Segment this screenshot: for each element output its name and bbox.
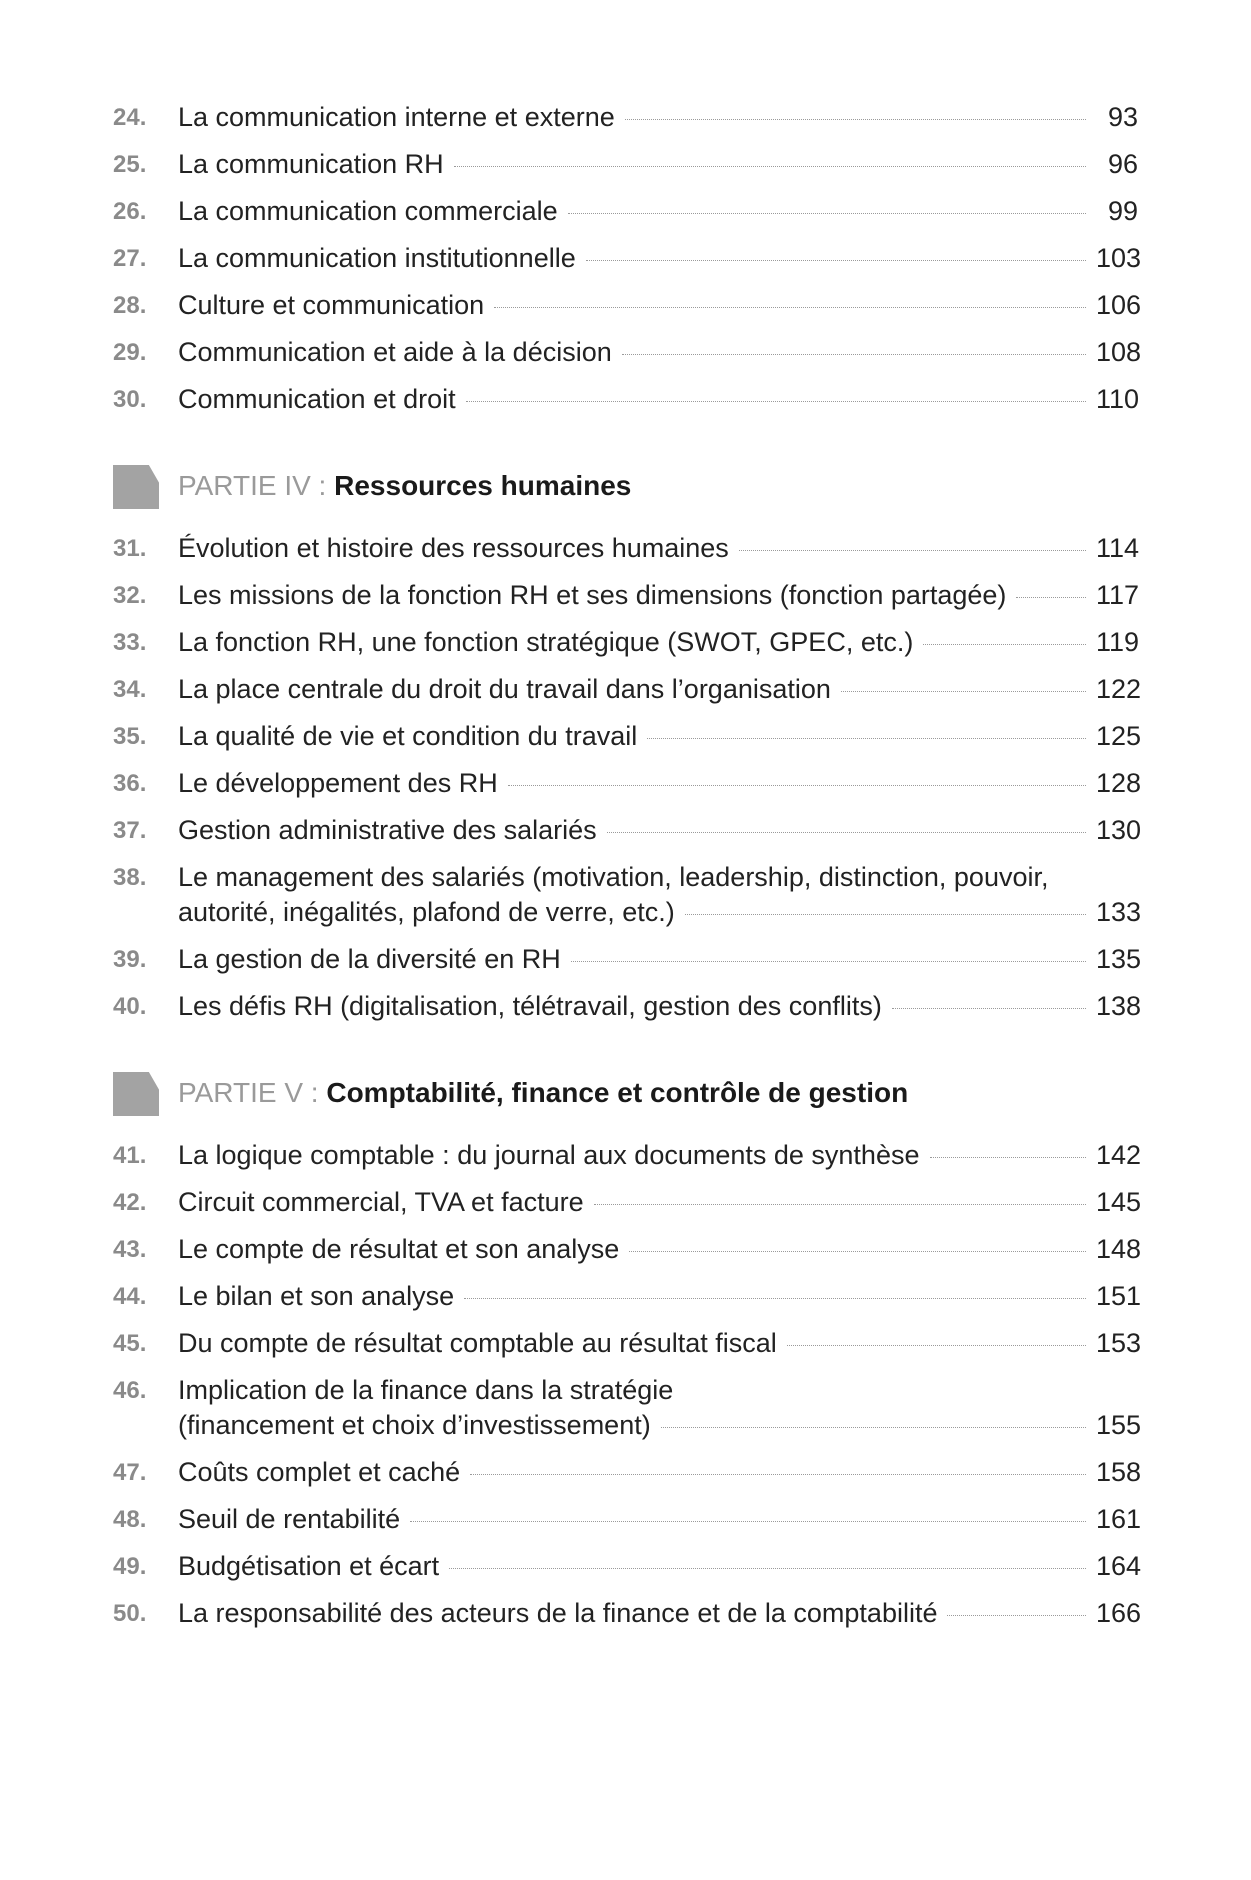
dot-leader xyxy=(647,738,1086,739)
dot-leader xyxy=(571,961,1086,962)
section-marker-icon xyxy=(113,465,159,509)
entry-number: 47. xyxy=(113,1459,147,1486)
dot-leader xyxy=(594,1204,1086,1205)
entry-number: 31. xyxy=(113,535,147,562)
dot-leader xyxy=(923,644,1086,645)
entry-page-number: 142 xyxy=(1096,1140,1142,1170)
entry-title: Du compte de résultat comptable au résultat fiscal xyxy=(178,1328,777,1358)
dot-leader xyxy=(454,166,1086,167)
dot-leader xyxy=(892,1008,1086,1009)
entry-number: 42. xyxy=(113,1189,147,1216)
entry-page-number: 145 xyxy=(1096,1187,1142,1217)
entry-title: Communication et aide à la décision xyxy=(178,337,612,367)
entry-page-number: 138 xyxy=(1096,991,1142,1021)
entry-number: 35. xyxy=(113,723,147,750)
entry-number: 44. xyxy=(113,1283,147,1310)
entry-page-number: 133 xyxy=(1096,897,1142,927)
entry-number: 46. xyxy=(113,1377,147,1404)
entry-number: 49. xyxy=(113,1553,147,1580)
entry-title: La communication commerciale xyxy=(178,196,558,226)
part-prefix: PARTIE IV : xyxy=(178,470,335,501)
entry-title: La communication interne et externe xyxy=(178,102,615,132)
dot-leader xyxy=(449,1568,1086,1569)
entry-title: La fonction RH, une fonction stratégique (SWOT, GPEC, etc.) xyxy=(178,627,914,657)
entry-title: Coûts complet et caché xyxy=(178,1457,461,1487)
dot-leader xyxy=(629,1251,1086,1252)
dot-leader xyxy=(508,785,1086,786)
entry-title: Communication et droit xyxy=(178,384,456,414)
entry-number: 48. xyxy=(113,1506,147,1533)
entry-page-number: 103 xyxy=(1096,243,1142,273)
dot-leader xyxy=(685,914,1086,915)
entry-page-number: 106 xyxy=(1096,290,1142,320)
entry-title-continued: (financement et choix d’investissement) xyxy=(178,1410,651,1440)
entry-number: 25. xyxy=(113,151,147,178)
dot-leader xyxy=(568,213,1086,214)
entry-number: 41. xyxy=(113,1142,147,1169)
dot-leader xyxy=(586,260,1086,261)
section-marker-icon xyxy=(113,1072,159,1116)
part-name: Comptabilité, finance et contrôle de gestion xyxy=(326,1077,909,1108)
entry-number: 38. xyxy=(113,864,147,891)
entry-number: 24. xyxy=(113,104,147,131)
entry-page-number: 125 xyxy=(1096,721,1142,751)
entry-page-number: 153 xyxy=(1096,1328,1142,1358)
entry-title: Les défis RH (digitalisation, télétravail, gestion des conflits) xyxy=(178,991,882,1021)
dot-leader xyxy=(841,691,1086,692)
entry-title: Évolution et histoire des ressources humaines xyxy=(178,533,729,563)
dot-leader xyxy=(470,1474,1086,1475)
entry-page-number: 114 xyxy=(1096,533,1140,563)
entry-number: 33. xyxy=(113,629,147,656)
entry-title: Gestion administrative des salariés xyxy=(178,815,597,845)
entry-page-number: 96 xyxy=(1107,149,1138,179)
dot-leader xyxy=(1016,597,1086,598)
entry-page-number: 135 xyxy=(1096,944,1142,974)
entry-number: 29. xyxy=(113,339,147,366)
entry-page-number: 117 xyxy=(1096,580,1140,610)
entry-page-number: 151 xyxy=(1096,1281,1142,1311)
entry-title: Le management des salariés (motivation, leadership, distinction, pouvoir, xyxy=(178,862,1049,892)
entry-number: 45. xyxy=(113,1330,147,1357)
dot-leader xyxy=(947,1615,1086,1616)
entry-page-number: 128 xyxy=(1096,768,1142,798)
entry-title: La gestion de la diversité en RH xyxy=(178,944,561,974)
entry-page-number: 110 xyxy=(1096,384,1140,414)
dot-leader xyxy=(607,832,1086,833)
entry-title: Le bilan et son analyse xyxy=(178,1281,455,1311)
entry-page-number: 164 xyxy=(1096,1551,1142,1581)
entry-title: La qualité de vie et condition du travail xyxy=(178,721,638,751)
entry-page-number: 99 xyxy=(1107,196,1138,226)
entry-title: Budgétisation et écart xyxy=(178,1551,440,1581)
entry-page-number: 161 xyxy=(1096,1504,1142,1534)
entry-number: 27. xyxy=(113,245,147,272)
part-name: Ressources humaines xyxy=(334,470,632,501)
entry-title: Implication de la finance dans la stratégie xyxy=(178,1375,674,1405)
entry-number: 32. xyxy=(113,582,147,609)
entry-page-number: 155 xyxy=(1096,1410,1142,1440)
entry-title: La communication institutionnelle xyxy=(178,243,576,273)
entry-number: 26. xyxy=(113,198,147,225)
dot-leader xyxy=(930,1157,1087,1158)
entry-title: Les missions de la fonction RH et ses dimensions (fonction partagée) xyxy=(178,580,1007,610)
entry-title: La logique comptable : du journal aux documents de synthèse xyxy=(178,1140,920,1170)
entry-number: 50. xyxy=(113,1600,147,1627)
entry-number: 37. xyxy=(113,817,147,844)
entry-title-continued: autorité, inégalités, plafond de verre, etc.) xyxy=(178,897,675,927)
entry-page-number: 158 xyxy=(1096,1457,1142,1487)
dot-leader xyxy=(622,354,1086,355)
dot-leader xyxy=(739,550,1086,551)
entry-title: Culture et communication xyxy=(178,290,485,320)
entry-title: La communication RH xyxy=(178,149,444,179)
entry-title: La place centrale du droit du travail dans l’organisation xyxy=(178,674,831,704)
dot-leader xyxy=(787,1345,1086,1346)
part-prefix: PARTIE V : xyxy=(178,1077,327,1108)
entry-title: Seuil de rentabilité xyxy=(178,1504,401,1534)
dot-leader xyxy=(466,401,1086,402)
entry-title: Le compte de résultat et son analyse xyxy=(178,1234,620,1264)
dot-leader xyxy=(661,1427,1086,1428)
dot-leader xyxy=(625,119,1086,120)
entry-page-number: 108 xyxy=(1096,337,1142,367)
entry-number: 28. xyxy=(113,292,147,319)
entry-number: 34. xyxy=(113,676,147,703)
dot-leader xyxy=(464,1298,1086,1299)
entry-number: 30. xyxy=(113,386,147,413)
entry-number: 36. xyxy=(113,770,147,797)
dot-leader xyxy=(410,1521,1086,1522)
entry-page-number: 130 xyxy=(1096,815,1142,845)
entry-title: Le développement des RH xyxy=(178,768,498,798)
entry-title: Circuit commercial, TVA et facture xyxy=(178,1187,584,1217)
entry-page-number: 166 xyxy=(1096,1598,1142,1628)
entry-title: La responsabilité des acteurs de la finance et de la comptabilité xyxy=(178,1598,938,1628)
entry-page-number: 119 xyxy=(1096,627,1140,657)
entry-number: 43. xyxy=(113,1236,147,1263)
entry-page-number: 122 xyxy=(1096,674,1142,704)
entry-number: 40. xyxy=(113,993,147,1020)
entry-page-number: 148 xyxy=(1096,1234,1142,1264)
entry-page-number: 93 xyxy=(1107,102,1138,132)
entry-number: 39. xyxy=(113,946,147,973)
dot-leader xyxy=(494,307,1086,308)
